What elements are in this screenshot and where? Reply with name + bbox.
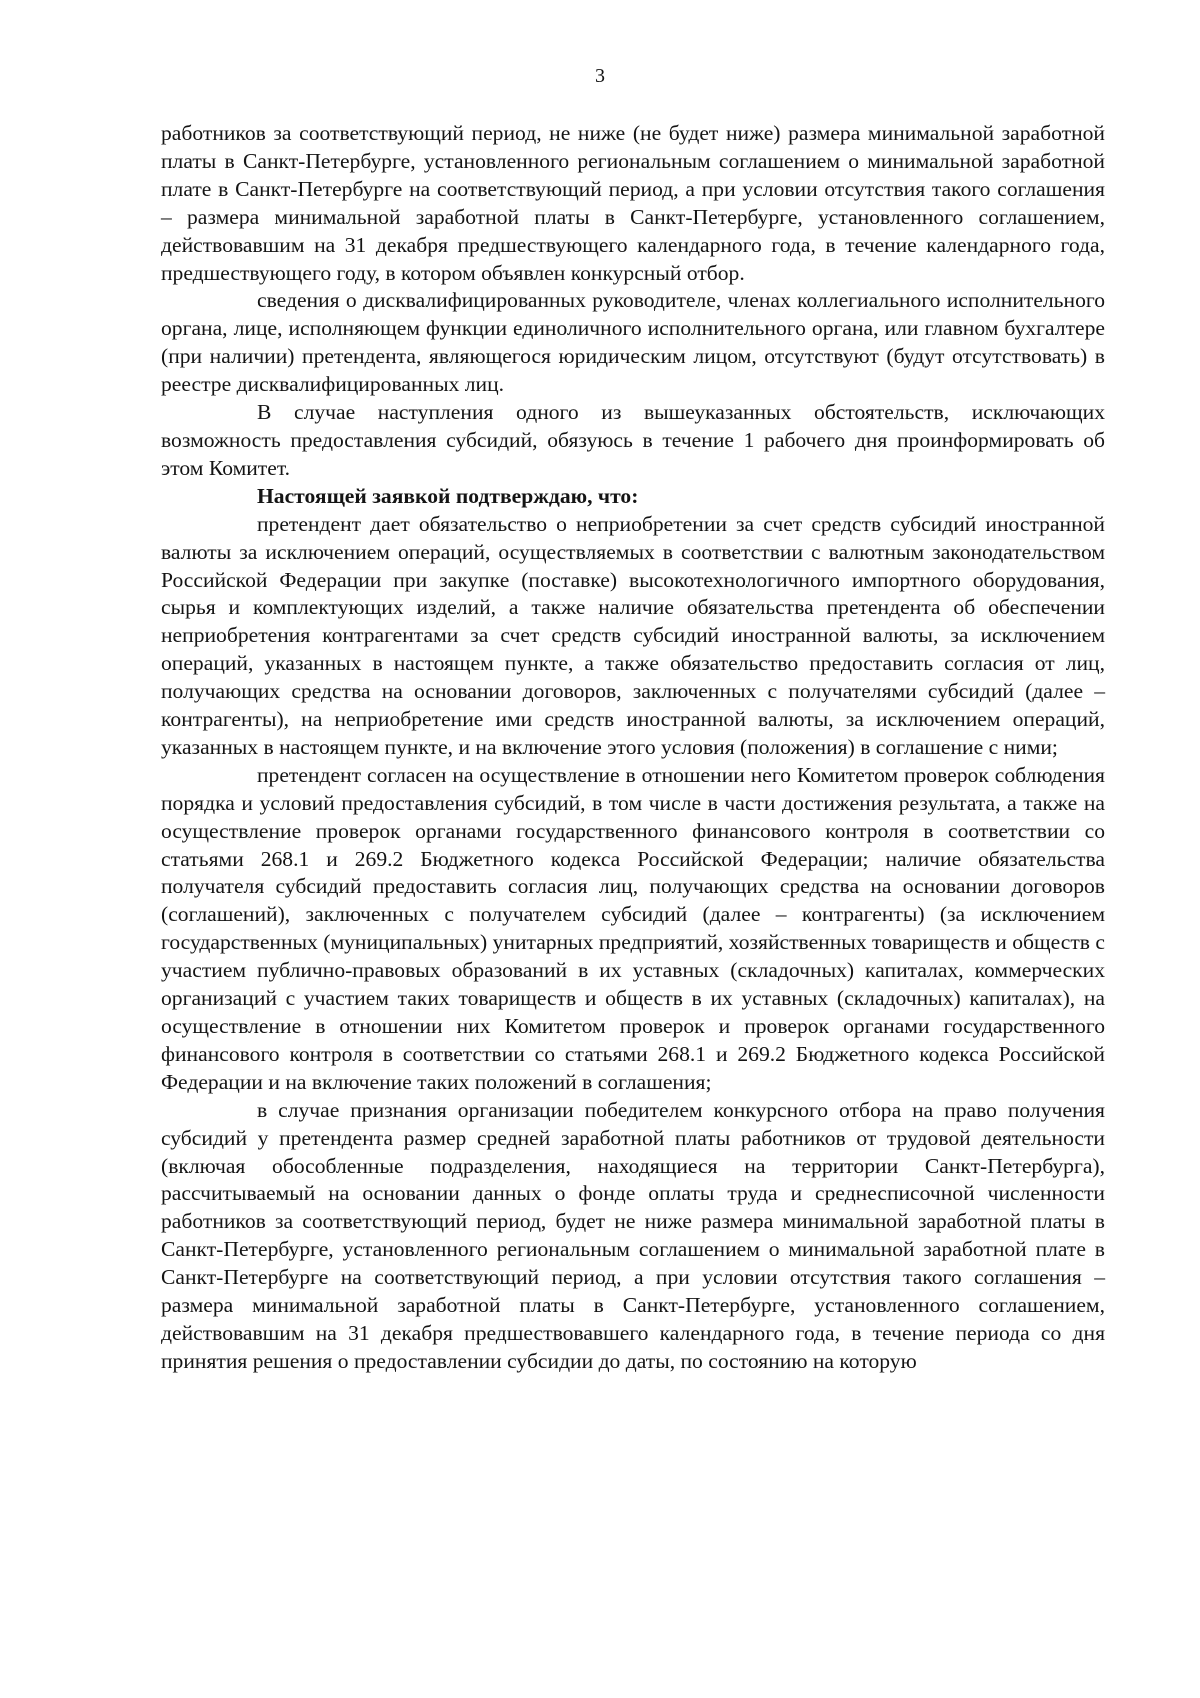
paragraph-average-salary: в случае признания организации победителем конкурсного отбора на право получения субсидий у претендента размер средней заработной платы работников от трудовой деятельности (включая обособленные подразделения, находящиеся на территории Санкт-Петербурга), рассчитываемый на основании данных о фонде оплаты труда и среднесписочной численности работников за соответствующий период, будет не ниже размера минимальной заработной платы в Санкт-Петербурге, установленного региональным соглашением о минимальной заработной плате в Санкт-Петербурге на соответствующий период, а при условии отсутствия такого соглашения – размера минимальной заработной платы в Санкт-Петербурге, установленного соглашением, действовавшим на 31 декабря предшествовавшего календарного года, в течение периода со дня принятия решения о предоставлении субсидии до даты, по состоянию на которую — [161, 1097, 1105, 1373]
paragraph-continuation: работников за соответствующий период, не ниже (не будет ниже) размера минимальной заработной платы в Санкт-Петербурге, установленного региональным соглашением о минимальной заработной плате в Санкт-Петербурге на соответствующий период, а при условии отсутствия такого соглашения – размера минимальной заработной платы в Санкт-Петербурге, установленного соглашением, действовавшим на 31 декабря предшествующего календарного года, в течение календарного года, предшествующего году, в котором объявлен конкурсный отбор. — [161, 121, 1105, 285]
page-number: 3 — [595, 65, 605, 87]
paragraph-notification-obligation: В случае наступления одного из вышеуказанных обстоятельств, исключающих возможность предоставления субсидий, обязуюсь в течение 1 рабочего дня проинформировать об этом Комитет. — [161, 400, 1105, 480]
document-body — [161, 120, 1105, 1376]
paragraph-disqualified-persons: сведения о дисквалифицированных руководителе, членах коллегиального исполнительного органа, лице, исполняющем функции единоличного исполнительного органа, или главном бухгалтере (при наличии) претендента, являющегося юридическим лицом, отсутствуют (будут отсутствовать) в реестре дисквалифицированных лиц. — [161, 288, 1105, 397]
paragraph-foreign-currency: претендент дает обязательство о неприобретении за счет средств субсидий иностранной валюты за исключением операций, осуществляемых в соответствии с валютным законодательством Российской Федерации при закупке (поставке) высокотехнологичного импортного оборудования, сырья и комплектующих изделий, а также наличие обязательства претендента об обеспечении неприобретения контрагентами за счет средств субсидий иностранной валюты, за исключением операций, указанных в настоящем пункте, а также обязательство предоставить согласия от лиц, получающих средства на основании договоров, заключенных с получателями субсидий (далее – контрагенты), на неприобретение ими средств иностранной валюты, за исключением операций, указанных в настоящем пункте, и на включение этого условия (положения) в соглашение с ними; — [161, 511, 1105, 759]
paragraph-audit-consent: претендент согласен на осуществление в отношении него Комитетом проверок соблюдения порядка и условий предоставления субсидий, в том числе в части достижения результата, а также на осуществление проверок органами государственного финансового контроля в соответствии со статьями 268.1 и 269.2 Бюджетного кодекса Российской Федерации; наличие обязательства получателя субсидий предоставить согласия лиц, получающих средства на основании договоров (соглашений), заключенных с получателем субсидий (далее – контрагенты) (за исключением государственных (муниципальных) унитарных предприятий, хозяйственных товариществ и обществ с участием публично-правовых образований в их уставных (складочных) капиталах, коммерческих организаций с участием таких товариществ и обществ в их уставных (складочных) капиталах), на осуществление в отношении них Комитетом проверок и проверок органами государственного финансового контроля в соответствии со статьями 268.1 и 269.2 Бюджетного кодекса Российской Федерации и на включение таких положений в соглашения; — [161, 762, 1105, 1094]
section-heading: Настоящей заявкой подтверждаю, что: — [257, 483, 639, 508]
